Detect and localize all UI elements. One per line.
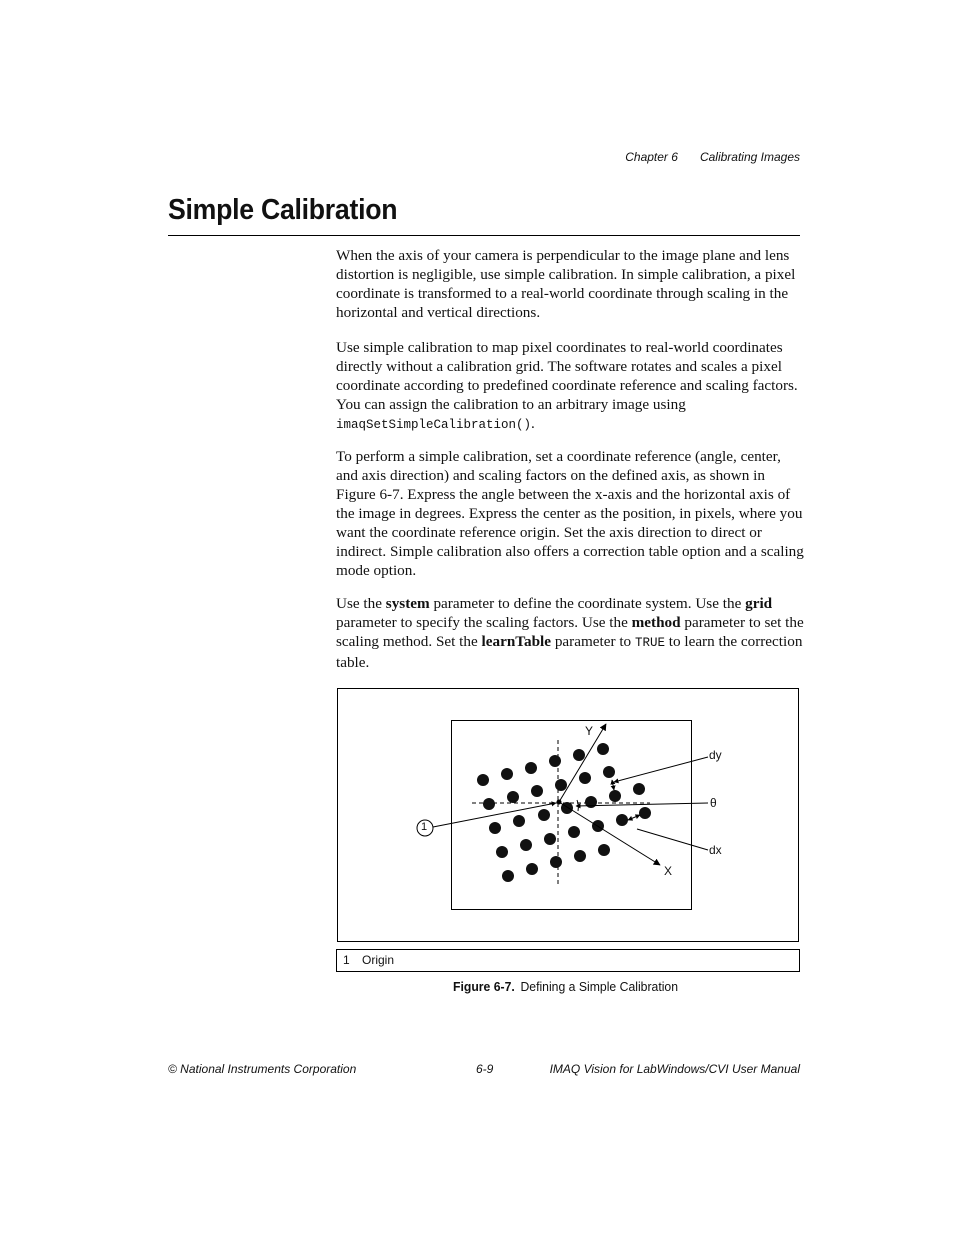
figure-legend	[336, 949, 800, 972]
param-system: system	[385, 595, 430, 612]
footer-copyright: © National Instruments Corporation	[168, 1062, 357, 1076]
dy-dimension	[612, 780, 614, 790]
true-code: TRUE	[634, 636, 665, 650]
legend-number: 1	[343, 953, 350, 967]
grid-dot	[639, 807, 651, 819]
chapter-number: Chapter 6	[625, 150, 678, 164]
section-title: Simple Calibration	[168, 194, 398, 226]
function-name-code: imaqSetSimpleCalibration()	[336, 418, 532, 432]
param-learntable: learnTable	[481, 633, 552, 650]
grid-dot	[513, 815, 525, 827]
y-axis-arrow	[559, 724, 606, 802]
footer-page-number: 6-9	[476, 1062, 494, 1076]
grid-dots	[477, 743, 651, 882]
grid-dot	[502, 870, 514, 882]
grid-dot	[477, 774, 489, 786]
grid-dot	[501, 768, 513, 780]
grid-dot	[538, 809, 550, 821]
caption-text: Defining a Simple Calibration	[520, 979, 679, 994]
dy-label: dy	[709, 748, 722, 762]
grid-dot	[603, 766, 615, 778]
grid-dot	[525, 762, 537, 774]
grid-dot	[526, 863, 538, 875]
grid-dot	[616, 814, 628, 826]
paragraph-1: When the axis of your camera is perpendicular to the image plane and lens distortion is negligible, use simple calibration. In simple calibration, a pixel coordinate is transformed to a real-world coordinate through scaling in the horizontal and vertical directions.	[336, 247, 796, 321]
param-grid: grid	[745, 595, 773, 612]
dx-leader-line	[637, 829, 708, 850]
dx-label: dx	[709, 843, 722, 857]
x-axis-label: X	[664, 864, 673, 878]
caption-label: Figure 6-7.	[453, 979, 515, 994]
paragraph-2-text: Use simple calibration to map pixel coordinates to real-world coordinates directly without a calibration grid. The software rotates and scales a pixel coordinate according to predefined coordinate reference and scaling factors. You can assign the calibration to an arbitrary image using	[336, 339, 798, 413]
grid-dot	[531, 785, 543, 797]
grid-dot	[496, 846, 508, 858]
callout-number: 1	[421, 821, 428, 833]
grid-dot	[507, 791, 519, 803]
grid-dot	[549, 755, 561, 767]
dx-dimension	[628, 815, 640, 820]
grid-dot	[579, 772, 591, 784]
grid-dot	[544, 833, 556, 845]
legend-text: Origin	[362, 953, 395, 967]
grid-dot	[574, 850, 586, 862]
grid-dot	[597, 743, 609, 755]
paragraph-2: Use simple calibration to map pixel coordinates to real-world coordinates directly without a calibration grid. The software rotates and scales a pixel coordinate according to predefined coordinate reference and scaling factors. You can assign the calibration to an arbitrary image using imaqSetSimpleCalibration().	[336, 339, 798, 432]
paragraph-3: To perform a simple calibration, set a coordinate reference (angle, center, and axis direction) and scaling factors on the defined axis, as shown in Figure 6-7. Express the angle between the x-axis and the horizontal axis of the image in degrees. Express the center as the position, in pixels, where you want the coordinate reference origin. Set the axis direction to direct or indirect. Simple calibration also offers a correction table option and a scaling mode option.	[336, 448, 804, 579]
grid-dot	[550, 856, 562, 868]
y-axis-label: Y	[585, 724, 594, 738]
grid-dot	[609, 790, 621, 802]
param-method: method	[631, 614, 681, 631]
grid-dot	[489, 822, 501, 834]
theta-label: θ	[710, 796, 717, 810]
grid-dot	[633, 783, 645, 795]
footer-manual-title: IMAQ Vision for LabWindows/CVI User Manual	[549, 1062, 800, 1076]
grid-dot	[555, 779, 567, 791]
grid-dot	[483, 798, 495, 810]
grid-dot	[573, 749, 585, 761]
grid-dot	[520, 839, 532, 851]
chapter-title: Calibrating Images	[699, 150, 800, 164]
grid-dot	[568, 826, 580, 838]
grid-dot	[598, 844, 610, 856]
paragraph-4: Use the system parameter to define the coordinate system. Use the grid parameter to specify the scaling factors. Use the method parameter to set the scaling method. Set the learnTable parameter to TRUE to learn the correction table.	[336, 595, 804, 671]
image-rectangle	[452, 721, 692, 910]
dy-leader-line	[614, 757, 708, 782]
figure-caption	[453, 979, 678, 994]
